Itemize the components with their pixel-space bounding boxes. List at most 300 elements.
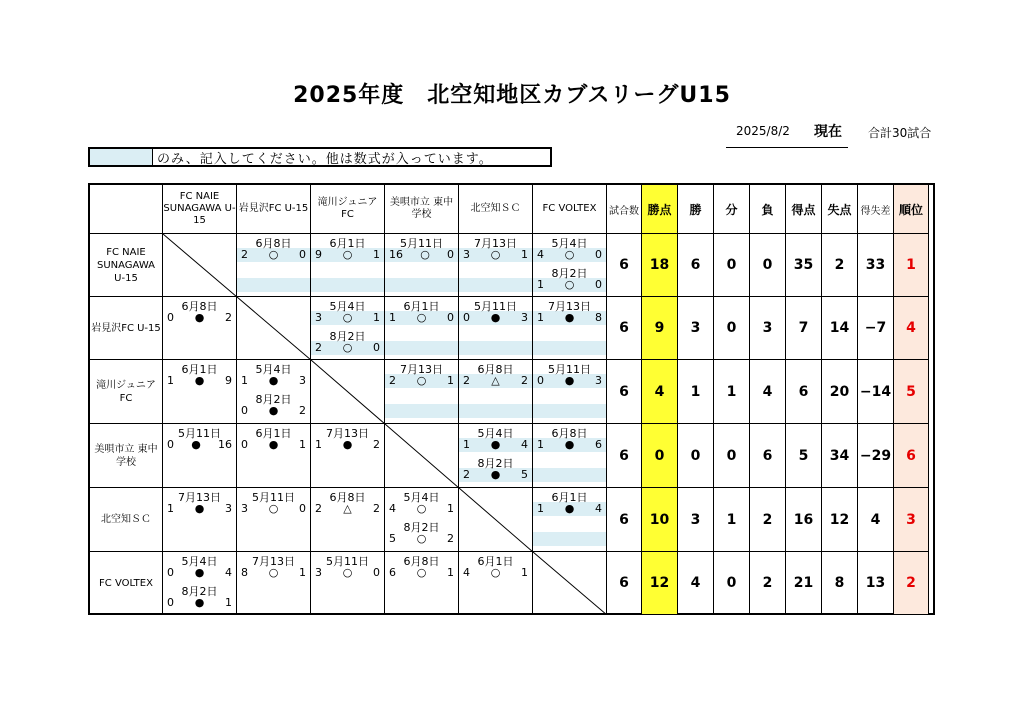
stat-losses-value: 3 — [762, 320, 773, 336]
result-mark: ● — [191, 438, 201, 451]
header-losses — [750, 185, 786, 234]
result-mark: ○ — [490, 566, 501, 579]
input-area[interactable] — [237, 278, 310, 292]
stat-rank-value: 1 — [906, 257, 916, 273]
stat-games — [607, 552, 642, 615]
stat-draws — [714, 297, 750, 360]
match-cell — [533, 297, 607, 360]
home-goals: 4 — [463, 566, 470, 579]
result-mark: ● — [564, 502, 575, 515]
stat-gf — [786, 360, 822, 424]
stat-ga — [822, 488, 858, 552]
stat-gd — [858, 297, 894, 360]
home-goals: 2 — [315, 341, 322, 354]
result-mark: ○ — [564, 248, 575, 261]
away-goals: 1 — [446, 566, 454, 579]
stat-gf — [786, 488, 822, 552]
self-match-cell — [533, 552, 607, 615]
home-goals: 9 — [315, 248, 322, 261]
stat-losses — [750, 360, 786, 424]
stat-wins — [678, 297, 714, 360]
self-match-cell — [237, 297, 311, 360]
stat-rank — [894, 488, 929, 552]
match-date: 5月4日 — [403, 491, 440, 504]
stat-ga-value: 20 — [829, 383, 850, 400]
away-goals: 0 — [298, 248, 306, 261]
match-date: 8月2日 — [403, 521, 440, 534]
away-goals: 3 — [520, 311, 528, 324]
home-goals: 0 — [167, 311, 174, 324]
stat-losses-value: 6 — [762, 447, 773, 464]
stat-draws — [714, 488, 750, 552]
home-goals: 1 — [241, 374, 248, 387]
input-area[interactable] — [533, 468, 606, 482]
input-note-text: のみ、記入してください。他は数式が入っています。 — [157, 151, 493, 167]
stat-games-value: 6 — [619, 575, 629, 591]
match-date: 7月13日 — [400, 363, 443, 376]
header-team-label: FC NAIE SUNAGAWA U-15 — [163, 191, 236, 226]
stat-games-value: 6 — [619, 257, 629, 273]
match-date: 5月4日 — [329, 300, 366, 313]
input-area[interactable] — [533, 341, 606, 355]
home-goals: 0 — [167, 438, 174, 451]
match-score — [237, 248, 310, 261]
stat-points — [642, 488, 678, 552]
stat-gf — [786, 552, 822, 615]
input-area[interactable] — [533, 404, 606, 418]
away-goals: 2 — [372, 438, 380, 451]
away-goals: 3 — [224, 502, 232, 515]
match-date: 5月4日 — [551, 237, 588, 250]
stat-losses — [750, 488, 786, 552]
match-date: 7月13日 — [474, 237, 517, 250]
away-goals: 0 — [298, 502, 306, 515]
stat-wins — [678, 360, 714, 424]
result-mark: ● — [564, 438, 575, 451]
away-goals: 1 — [372, 311, 380, 324]
self-match-cell — [385, 424, 459, 488]
row-team-name — [90, 552, 163, 615]
match-date: 8月2日 — [255, 393, 292, 406]
stat-ga-value: 12 — [829, 511, 850, 528]
match-date: 6月1日 — [477, 555, 514, 568]
match-score — [385, 248, 458, 261]
stat-rank-value: 6 — [906, 447, 916, 464]
away-goals: 8 — [594, 311, 602, 324]
stat-games-value: 6 — [619, 511, 629, 528]
stat-gf-value: 7 — [798, 320, 809, 336]
stat-draws — [714, 360, 750, 424]
home-goals: 1 — [463, 438, 470, 451]
stat-draws — [714, 234, 750, 297]
stat-wins — [678, 424, 714, 488]
as-of-label: 現在 — [814, 124, 842, 140]
away-goals: 5 — [520, 468, 528, 481]
match-date: 5月11日 — [548, 363, 591, 376]
match-date: 6月1日 — [255, 427, 292, 440]
stat-wins-value: 4 — [690, 575, 701, 591]
result-mark: △ — [343, 502, 352, 515]
stat-rank — [894, 552, 929, 615]
match-score — [533, 374, 606, 387]
home-goals: 1 — [315, 438, 322, 451]
away-goals: 2 — [521, 374, 528, 387]
result-mark: ○ — [342, 248, 353, 261]
result-mark: ● — [490, 468, 501, 481]
away-goals: 0 — [594, 248, 602, 261]
away-goals: 2 — [446, 532, 454, 545]
match-score — [533, 278, 606, 291]
result-mark: ○ — [416, 532, 427, 545]
stat-rank-value: 3 — [906, 511, 916, 528]
match-date: 7月13日 — [548, 300, 591, 313]
stat-losses — [750, 297, 786, 360]
match-score — [311, 438, 384, 451]
home-goals: 4 — [389, 502, 396, 515]
result-mark: ● — [268, 374, 279, 387]
stat-ga-value: 2 — [834, 257, 845, 273]
league-table — [88, 183, 935, 615]
row-team-name — [90, 234, 163, 297]
match-cell — [163, 424, 237, 488]
result-mark: ● — [194, 311, 205, 324]
match-cell — [237, 552, 311, 615]
total-games: 合計30試合 — [868, 126, 932, 140]
home-goals: 1 — [389, 311, 396, 324]
row-team-name — [90, 424, 163, 488]
home-goals: 2 — [315, 502, 322, 515]
match-date: 6月1日 — [329, 237, 366, 250]
result-mark: ● — [194, 502, 205, 515]
stat-gd — [858, 234, 894, 297]
stat-points-value: 12 — [649, 575, 670, 591]
row-team-label: 北空知ＳＣ — [101, 514, 151, 525]
match-score — [459, 438, 532, 451]
header-team — [385, 185, 459, 234]
home-goals: 0 — [167, 596, 174, 609]
home-goals: 1 — [537, 438, 544, 451]
stat-rank-value: 5 — [906, 383, 916, 400]
away-goals: 4 — [224, 566, 232, 579]
result-mark: ● — [490, 311, 501, 324]
stat-points-value: 4 — [654, 383, 665, 400]
row-team-label: 岩見沢FC U-15 — [91, 322, 161, 334]
stat-ga — [822, 297, 858, 360]
match-cell — [459, 234, 533, 297]
match-cell — [237, 424, 311, 488]
page-title: 2025年度 北空知地区カブスリーグU15 — [293, 83, 731, 108]
away-goals: 1 — [520, 248, 528, 261]
stat-gf — [786, 424, 822, 488]
stat-gd — [858, 360, 894, 424]
result-mark: ○ — [416, 566, 427, 579]
header-team-label: 北空知ＳＣ — [470, 203, 521, 214]
input-area[interactable] — [459, 404, 532, 418]
row-team-label: FC NAIE SUNAGAWA U-15 — [96, 246, 156, 284]
stat-gf-value: 6 — [798, 383, 809, 400]
self-match-cell — [459, 488, 533, 552]
away-goals: 3 — [298, 374, 306, 387]
stat-wins — [678, 234, 714, 297]
stat-gf-value: 5 — [798, 447, 809, 464]
stat-gd-value: 13 — [865, 575, 886, 591]
stat-gf-value: 21 — [793, 575, 814, 591]
match-cell — [311, 297, 385, 360]
away-goals: 1 — [298, 438, 306, 451]
stat-wins — [678, 552, 714, 615]
match-date: 5月11日 — [178, 427, 221, 440]
stat-rank — [894, 360, 929, 424]
match-score — [533, 438, 606, 451]
diagonal-slash — [163, 234, 237, 297]
match-date: 8月2日 — [551, 267, 588, 280]
stat-points — [642, 234, 678, 297]
home-goals: 3 — [241, 502, 248, 515]
stat-gd-value: 33 — [865, 257, 886, 273]
home-goals: 1 — [537, 311, 544, 324]
diagonal-slash — [459, 488, 533, 552]
stat-ga-value: 14 — [829, 320, 850, 336]
header-wins — [678, 185, 714, 234]
input-area[interactable] — [385, 278, 458, 292]
match-date: 5月11日 — [326, 555, 369, 568]
home-goals: 6 — [389, 566, 396, 579]
match-date: 7月13日 — [178, 491, 221, 504]
stat-ga — [822, 234, 858, 297]
diagonal-slash — [311, 360, 385, 424]
result-mark: ○ — [342, 566, 353, 579]
match-date: 8月2日 — [181, 585, 218, 598]
match-score — [311, 248, 384, 261]
stat-gd — [858, 424, 894, 488]
stat-points — [642, 360, 678, 424]
match-cell — [385, 234, 459, 297]
match-date: 8月2日 — [477, 457, 514, 470]
match-date: 6月8日 — [181, 300, 218, 313]
stat-wins-value: 1 — [690, 383, 701, 400]
header-rank-label: 順位 — [898, 202, 923, 217]
home-goals: 16 — [389, 248, 403, 261]
match-cell — [311, 424, 385, 488]
match-score — [311, 311, 384, 324]
match-cell — [533, 424, 607, 488]
stat-games — [607, 234, 642, 297]
result-mark: ● — [342, 438, 353, 451]
result-mark: ○ — [342, 311, 353, 324]
match-cell — [163, 488, 237, 552]
match-cell — [385, 360, 459, 424]
match-cell — [533, 488, 607, 552]
stat-wins-value: 0 — [690, 447, 701, 464]
match-cell — [237, 488, 311, 552]
stat-rank — [894, 424, 929, 488]
input-area[interactable] — [459, 341, 532, 355]
header-team-label: 滝川ジュニア FC — [317, 197, 378, 220]
stat-points — [642, 297, 678, 360]
stat-gd — [858, 488, 894, 552]
match-score — [385, 532, 458, 545]
away-goals: 1 — [224, 596, 232, 609]
match-cell — [163, 360, 237, 424]
result-mark: ● — [194, 566, 205, 579]
stat-games — [607, 424, 642, 488]
match-cell — [459, 360, 533, 424]
stat-gd-value: −7 — [864, 320, 887, 336]
result-mark: ○ — [268, 566, 279, 579]
header-team — [237, 185, 311, 234]
input-area[interactable] — [311, 278, 384, 292]
stat-draws-value: 0 — [726, 447, 737, 464]
stat-gf-value: 35 — [793, 257, 814, 273]
stat-ga — [822, 424, 858, 488]
home-goals: 0 — [241, 438, 248, 451]
stat-draws-value: 0 — [726, 575, 737, 591]
stat-wins-value: 3 — [690, 320, 701, 336]
stat-points-value: 9 — [654, 320, 665, 336]
diagonal-line — [533, 552, 607, 615]
match-cell — [311, 552, 385, 615]
match-score — [237, 374, 310, 387]
header-gd-label: 得失差 — [860, 205, 891, 217]
stat-losses-value: 0 — [762, 257, 773, 273]
home-goals: 8 — [241, 566, 248, 579]
stat-gf — [786, 234, 822, 297]
input-area[interactable] — [385, 404, 458, 418]
header-ga — [822, 185, 858, 234]
header-team-label: FC VOLTEX — [542, 203, 597, 214]
stat-rank — [894, 234, 929, 297]
away-goals: 2 — [224, 311, 232, 324]
match-cell — [459, 424, 533, 488]
result-mark: ○ — [416, 311, 427, 324]
result-mark: ● — [564, 311, 575, 324]
result-mark: ○ — [268, 248, 279, 261]
result-mark: ○ — [268, 502, 279, 515]
away-goals: 0 — [594, 278, 602, 291]
home-goals: 2 — [463, 468, 470, 481]
away-goals: 4 — [520, 438, 528, 451]
header-team — [163, 185, 237, 234]
home-goals: 3 — [315, 311, 322, 324]
stat-gf-value: 16 — [793, 511, 814, 528]
header-draws — [714, 185, 750, 234]
match-score — [163, 438, 236, 451]
home-goals: 2 — [241, 248, 248, 261]
match-date: 5月11日 — [400, 237, 443, 250]
stat-ga — [822, 360, 858, 424]
away-goals: 9 — [224, 374, 232, 387]
match-score — [163, 566, 236, 579]
result-mark: ○ — [416, 502, 427, 515]
stat-losses-value: 2 — [762, 511, 773, 528]
match-score — [237, 566, 310, 579]
match-cell — [163, 297, 237, 360]
home-goals: 0 — [241, 404, 248, 417]
diagonal-slash — [385, 424, 459, 488]
match-score — [311, 502, 384, 515]
stat-games-value: 6 — [619, 320, 629, 336]
input-area[interactable] — [533, 532, 606, 546]
away-goals: 1 — [372, 248, 380, 261]
match-cell — [459, 552, 533, 615]
stat-games — [607, 297, 642, 360]
stat-points-value: 18 — [649, 257, 670, 273]
result-mark: ○ — [564, 278, 575, 291]
match-score — [533, 502, 606, 515]
home-goals: 3 — [315, 566, 322, 579]
home-goals: 1 — [167, 502, 174, 515]
stat-losses — [750, 552, 786, 615]
date-underline — [726, 147, 848, 148]
stat-losses — [750, 234, 786, 297]
match-score — [385, 374, 458, 387]
row-team-name — [90, 360, 163, 424]
diagonal-line — [163, 234, 237, 297]
match-cell — [459, 297, 533, 360]
stat-gd — [858, 552, 894, 615]
stat-draws-value: 1 — [726, 511, 737, 528]
stat-draws-value: 1 — [726, 383, 737, 400]
diagonal-slash — [237, 297, 311, 360]
header-gd — [858, 185, 894, 234]
row-team-label: 美唄市立 東中学校 — [94, 443, 158, 468]
stat-losses-value: 4 — [762, 383, 773, 400]
away-goals: 6 — [594, 438, 602, 451]
away-goals: 0 — [372, 341, 380, 354]
header-gf-label: 得点 — [791, 202, 816, 217]
header-games — [607, 185, 642, 234]
home-goals: 0 — [537, 374, 544, 387]
match-cell — [385, 552, 459, 615]
result-mark: ● — [268, 404, 279, 417]
row-team-name — [90, 297, 163, 360]
header-team — [533, 185, 607, 234]
match-date: 5月11日 — [474, 300, 517, 313]
header-draws-label: 分 — [725, 202, 738, 217]
match-score — [311, 566, 384, 579]
home-goals: 1 — [537, 278, 544, 291]
match-date: 6月8日 — [329, 491, 366, 504]
match-cell — [163, 552, 237, 615]
match-score — [459, 374, 532, 387]
match-date: 6月8日 — [403, 555, 440, 568]
home-goals: 5 — [389, 532, 396, 545]
match-score — [311, 341, 384, 354]
result-mark: △ — [491, 374, 500, 387]
match-cell — [237, 234, 311, 297]
match-cell — [385, 297, 459, 360]
match-score — [163, 311, 236, 324]
header-points — [642, 185, 678, 234]
result-mark: ○ — [490, 248, 501, 261]
input-area[interactable] — [385, 341, 458, 355]
home-goals: 1 — [537, 502, 544, 515]
stat-games-value: 6 — [619, 383, 629, 400]
match-score — [459, 566, 532, 579]
match-date: 6月8日 — [477, 363, 514, 376]
row-team-name — [90, 488, 163, 552]
header-ga-label: 失点 — [827, 202, 852, 217]
row-team-label: FC VOLTEX — [99, 577, 153, 589]
match-score — [459, 468, 532, 481]
match-score — [533, 311, 606, 324]
home-goals: 4 — [537, 248, 544, 261]
match-score — [385, 566, 458, 579]
stat-draws-value: 0 — [726, 257, 737, 273]
stat-ga-value: 34 — [829, 447, 850, 464]
match-date: 6月8日 — [255, 237, 292, 250]
input-area[interactable] — [459, 278, 532, 292]
